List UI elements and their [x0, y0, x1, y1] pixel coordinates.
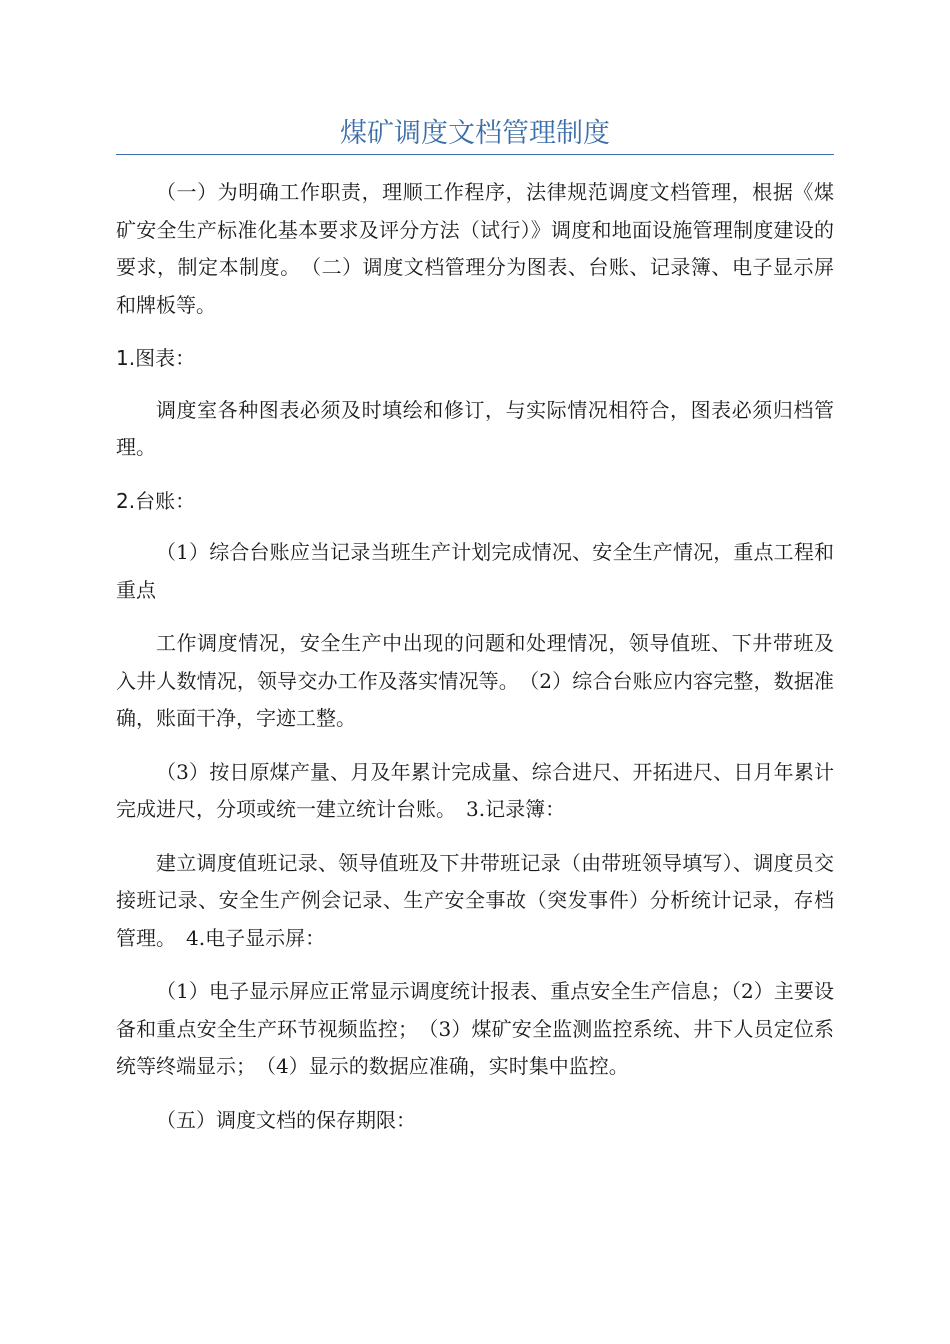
paragraph-records: 建立调度值班记录、领导值班及下井带班记录（由带班领导填写）、调度员交接班记录、安全生产例会记录、生产安全事故（突发事件）分析统计记录，存档管理。 4.电子显示屏：	[116, 850, 834, 950]
document-title: 煤矿调度文档管理制度	[340, 118, 610, 149]
paragraph-charts: 调度室各种图表必须及时填绘和修订，与实际情况相符合，图表必须归档管理。	[116, 397, 834, 459]
section-heading-charts: 1.图表：	[116, 346, 196, 370]
title-underline	[116, 154, 834, 155]
paragraph-ledger-1: （1）综合台账应当记录当班生产计划完成情况、安全生产情况，重点工程和重点	[116, 540, 834, 602]
paragraph-ledger-3: （3）按日原煤产量、月及年累计完成量、综合进尺、开拓进尺、日月年累计完成进尺，分项或统一建立统计台账。 3.记录簿：	[116, 759, 834, 821]
paragraph-retention: （五）调度文档的保存期限：	[156, 1107, 416, 1132]
paragraph-intro: （一）为明确工作职责，理顺工作程序，法律规范调度文档管理，根据《煤矿安全生产标准化基本要求及评分方法（试行）》调度和地面设施管理制度建设的要求，制定本制度。 （二）调度文档管理分为图表、台账、记录簿、电子显示屏和牌板等。	[116, 180, 834, 317]
section-heading-ledger: 2.台账：	[116, 488, 196, 513]
paragraph-display: （1）电子显示屏应正常显示调度统计报表、重点安全生产信息；（2）主要设备和重点安全生产环节视频监控； （3）煤矿安全监测监控系统、井下人员定位系统等终端显示； （4）显示的数据应准确，实时集中监控。	[116, 979, 834, 1078]
document-body	[116, 174, 834, 1155]
paragraph-ledger-2: 工作调度情况，安全生产中出现的问题和处理情况，领导值班、下井带班及入井人数情况，领导交办工作及落实情况等。 （2）综合台账应内容完整，数据准确，账面干净，字迹工整。	[116, 631, 834, 730]
